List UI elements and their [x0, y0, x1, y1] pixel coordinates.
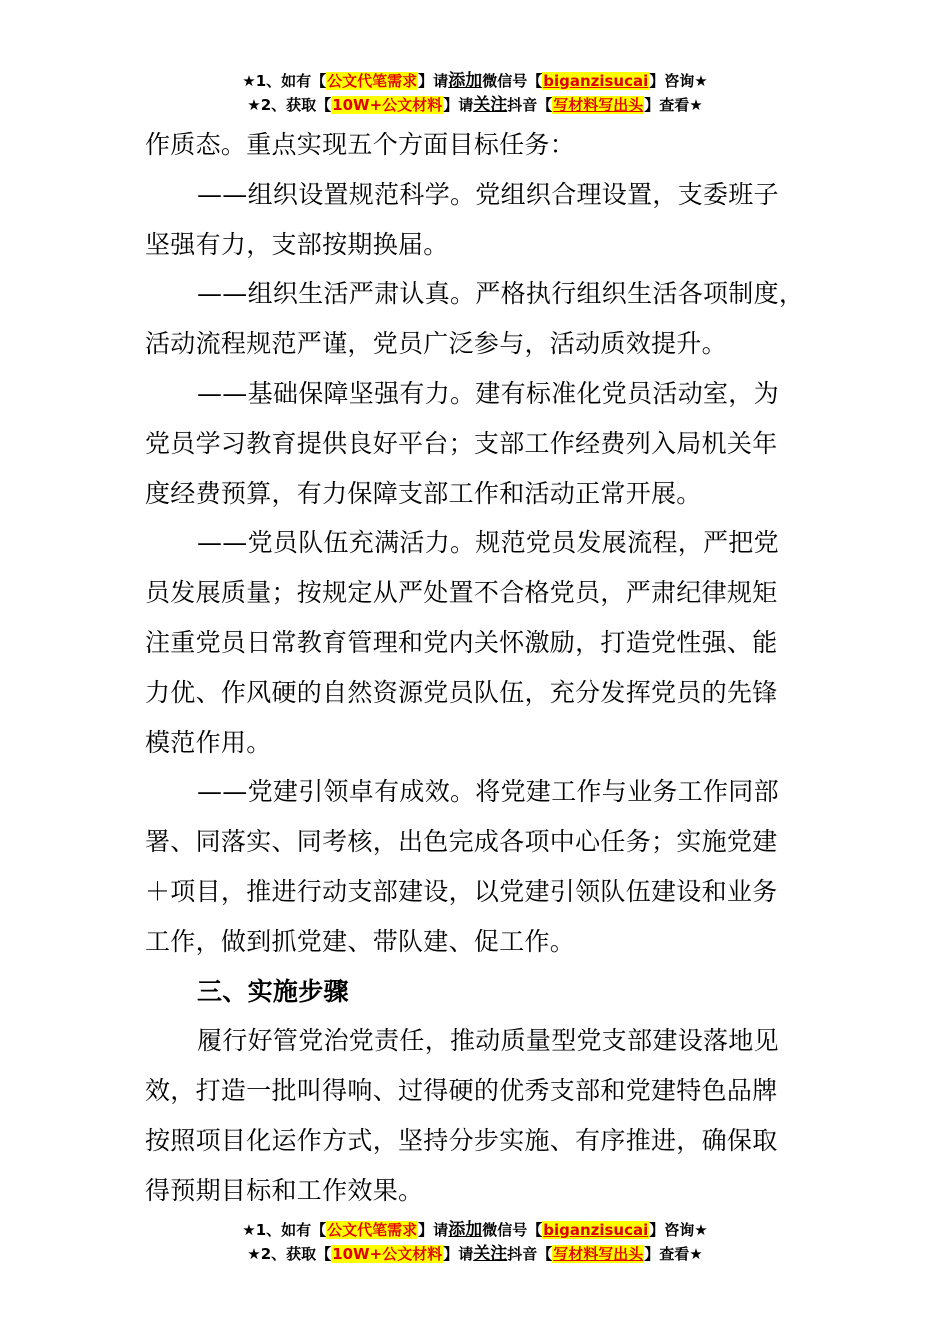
text-line: 活动流程规范严谨，党员广泛参与，活动质效提升。 [145, 329, 727, 359]
text-line: ——党员队伍充满活力。规范党员发展流程，严把党 [197, 528, 779, 558]
highlight-service: 公文代笔需求 [327, 72, 418, 90]
banner-emphasis: 关注 [473, 95, 508, 115]
text-line: 员发展质量；按规定从严处置不合格党员，严肃纪律规矩 [145, 578, 778, 608]
text-line: 党员学习教育提供良好平台；支部工作经费列入局机关年 [145, 428, 778, 458]
banner-row-2 [0, 1242, 950, 1266]
banner-row-1 [0, 1218, 950, 1242]
banner-text: ★1、如有【 [242, 1221, 327, 1239]
text-line: 注重党员日常教育管理和党内关怀激励，打造党性强、能 [145, 627, 778, 657]
text-line: 按照项目化运作方式，坚持分步实施、有序推进，确保取 [145, 1125, 778, 1155]
text-line: 模范作用。 [145, 727, 272, 757]
highlight-materials: 10W+公文材料 [332, 1245, 443, 1263]
header-banner [0, 69, 950, 117]
banner-text: 】请 [418, 1221, 449, 1239]
text-line: 效，打造一批叫得响、过得硬的优秀支部和党建特色品牌 [145, 1076, 778, 1106]
banner-text: 微信号【 [482, 72, 543, 90]
banner-text: 】查看★ [644, 96, 703, 114]
banner-emphasis: 关注 [473, 1244, 508, 1264]
banner-text: 】请 [443, 1245, 474, 1263]
banner-emphasis: 添加 [448, 1220, 483, 1240]
text-line: ＋项目，推进行动支部建设，以党建引领队伍建设和业务 [145, 876, 778, 906]
banner-row-1 [0, 69, 950, 93]
banner-emphasis: 添加 [448, 71, 483, 91]
banner-text: 抖音【 [507, 1245, 553, 1263]
section-heading: 三、实施步骤 [197, 976, 349, 1006]
banner-text: ★1、如有【 [242, 72, 327, 90]
banner-text: 】查看★ [644, 1245, 703, 1263]
banner-text: 微信号【 [482, 1221, 543, 1239]
banner-text: ★2、获取【 [247, 96, 332, 114]
text-line: ——党建引领卓有成效。将党建工作与业务工作同部 [197, 777, 779, 807]
banner-text: 】请 [443, 96, 474, 114]
banner-text: 抖音【 [507, 96, 553, 114]
banner-text: ★2、获取【 [247, 1245, 332, 1263]
banner-text: 】咨询★ [649, 72, 708, 90]
footer-banner [0, 1218, 950, 1266]
text-line: 度经费预算，有力保障支部工作和活动正常开展。 [145, 478, 702, 508]
highlight-douyin: 写材料写出头 [553, 96, 644, 114]
highlight-materials: 10W+公文材料 [332, 96, 443, 114]
text-line: 署、同落实、同考核，出色完成各项中心任务；实施党建 [145, 827, 778, 857]
text-line: ——基础保障坚强有力。建有标准化党员活动室，为 [197, 378, 779, 408]
highlight-service: 公文代笔需求 [327, 1221, 418, 1239]
banner-row-2 [0, 93, 950, 117]
highlight-wechat-id: biganzisucai [543, 1221, 649, 1239]
document-body [145, 120, 845, 1216]
text-line: 得预期目标和工作效果。 [145, 1175, 424, 1205]
text-line: 履行好管党治党责任，推动质量型党支部建设落地见 [197, 1026, 779, 1056]
highlight-wechat-id: biganzisucai [543, 72, 649, 90]
text-line: 坚强有力，支部按期换届。 [145, 229, 449, 259]
banner-text: 】咨询★ [649, 1221, 708, 1239]
text-line: ——组织生活严肃认真。严格执行组织生活各项制度， [197, 279, 805, 309]
highlight-douyin: 写材料写出头 [553, 1245, 644, 1263]
text-line: 工作，做到抓党建、带队建、促工作。 [145, 926, 576, 956]
banner-text: 】请 [418, 72, 449, 90]
text-line: 力优、作风硬的自然资源党员队伍，充分发挥党员的先锋 [145, 677, 778, 707]
text-line: ——组织设置规范科学。党组织合理设置，支委班子 [197, 179, 779, 209]
text-line: 作质态。重点实现五个方面目标任务： [145, 130, 576, 159]
